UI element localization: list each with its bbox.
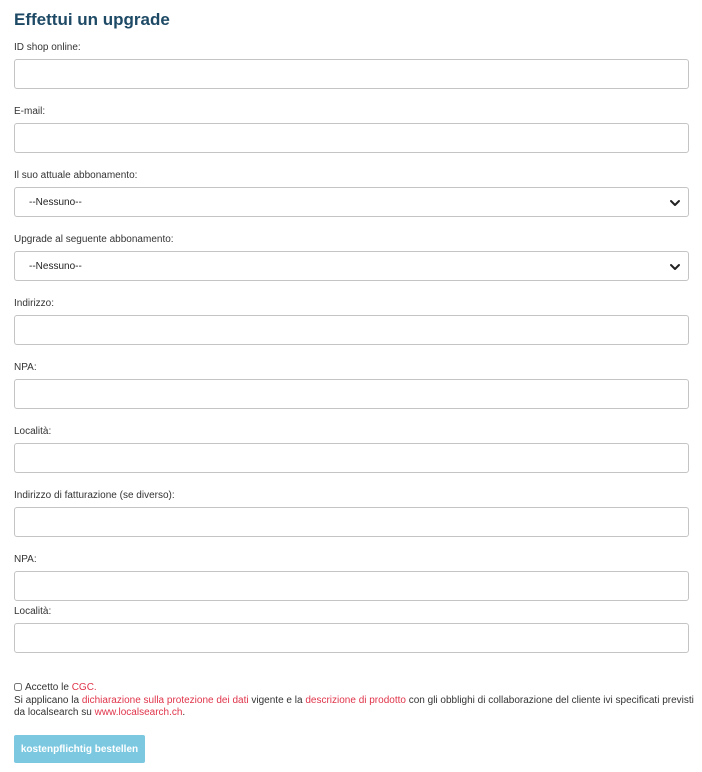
shop-id-label: ID shop online: [14, 42, 81, 53]
website-link[interactable]: www.localsearch.ch [94, 707, 183, 718]
upgrade-plan-label: Upgrade al seguente abbonamento: [14, 234, 174, 245]
consent-text: . [182, 707, 186, 718]
billing-address-input[interactable] [14, 507, 689, 537]
consent-block [14, 682, 694, 720]
accept-terms-label: Accetto le [25, 682, 72, 693]
chevron-down-icon [669, 261, 681, 273]
privacy-link[interactable]: dichiarazione sulla protezione dei dati [81, 694, 249, 706]
current-plan-select[interactable] [14, 187, 689, 217]
email-label: E-mail: [14, 106, 46, 117]
consent-text: Si applicano la [14, 694, 82, 706]
npa-label: NPA: [14, 362, 37, 373]
submit-order-button[interactable]: kostenpflichtig bestellen [14, 735, 145, 763]
current-plan-value: --Nessuno-- [29, 196, 82, 208]
billing-locality-label: Località: [14, 606, 52, 617]
locality-label: Località: [14, 426, 52, 437]
address-input[interactable] [14, 315, 689, 345]
current-plan-label: Il suo attuale abbonamento: [14, 170, 138, 181]
billing-npa-label: NPA: [14, 554, 37, 565]
billing-locality-input[interactable] [14, 623, 689, 653]
billing-npa-input[interactable] [14, 571, 689, 601]
upgrade-plan-value: --Nessuno-- [29, 260, 82, 272]
consent-text: con gli obblighi di collaborazione del cliente ivi specificati previsti da localsearch su [14, 694, 694, 718]
chevron-down-icon [669, 197, 681, 209]
npa-input[interactable] [14, 379, 689, 409]
upgrade-plan-select[interactable] [14, 251, 689, 281]
address-label: Indirizzo: [14, 298, 55, 309]
page-title: Effettui un upgrade [14, 10, 170, 29]
locality-input[interactable] [14, 443, 689, 473]
accept-terms-checkbox[interactable] [14, 683, 22, 691]
consent-text: vigente e la [248, 694, 306, 706]
email-input[interactable] [14, 123, 689, 153]
shop-id-input[interactable] [14, 59, 689, 89]
cgc-link[interactable]: CGC. [71, 682, 97, 693]
billing-address-label: Indirizzo di fatturazione (se diverso): [14, 490, 175, 501]
product-description-link[interactable]: descrizione di prodotto [305, 694, 406, 706]
